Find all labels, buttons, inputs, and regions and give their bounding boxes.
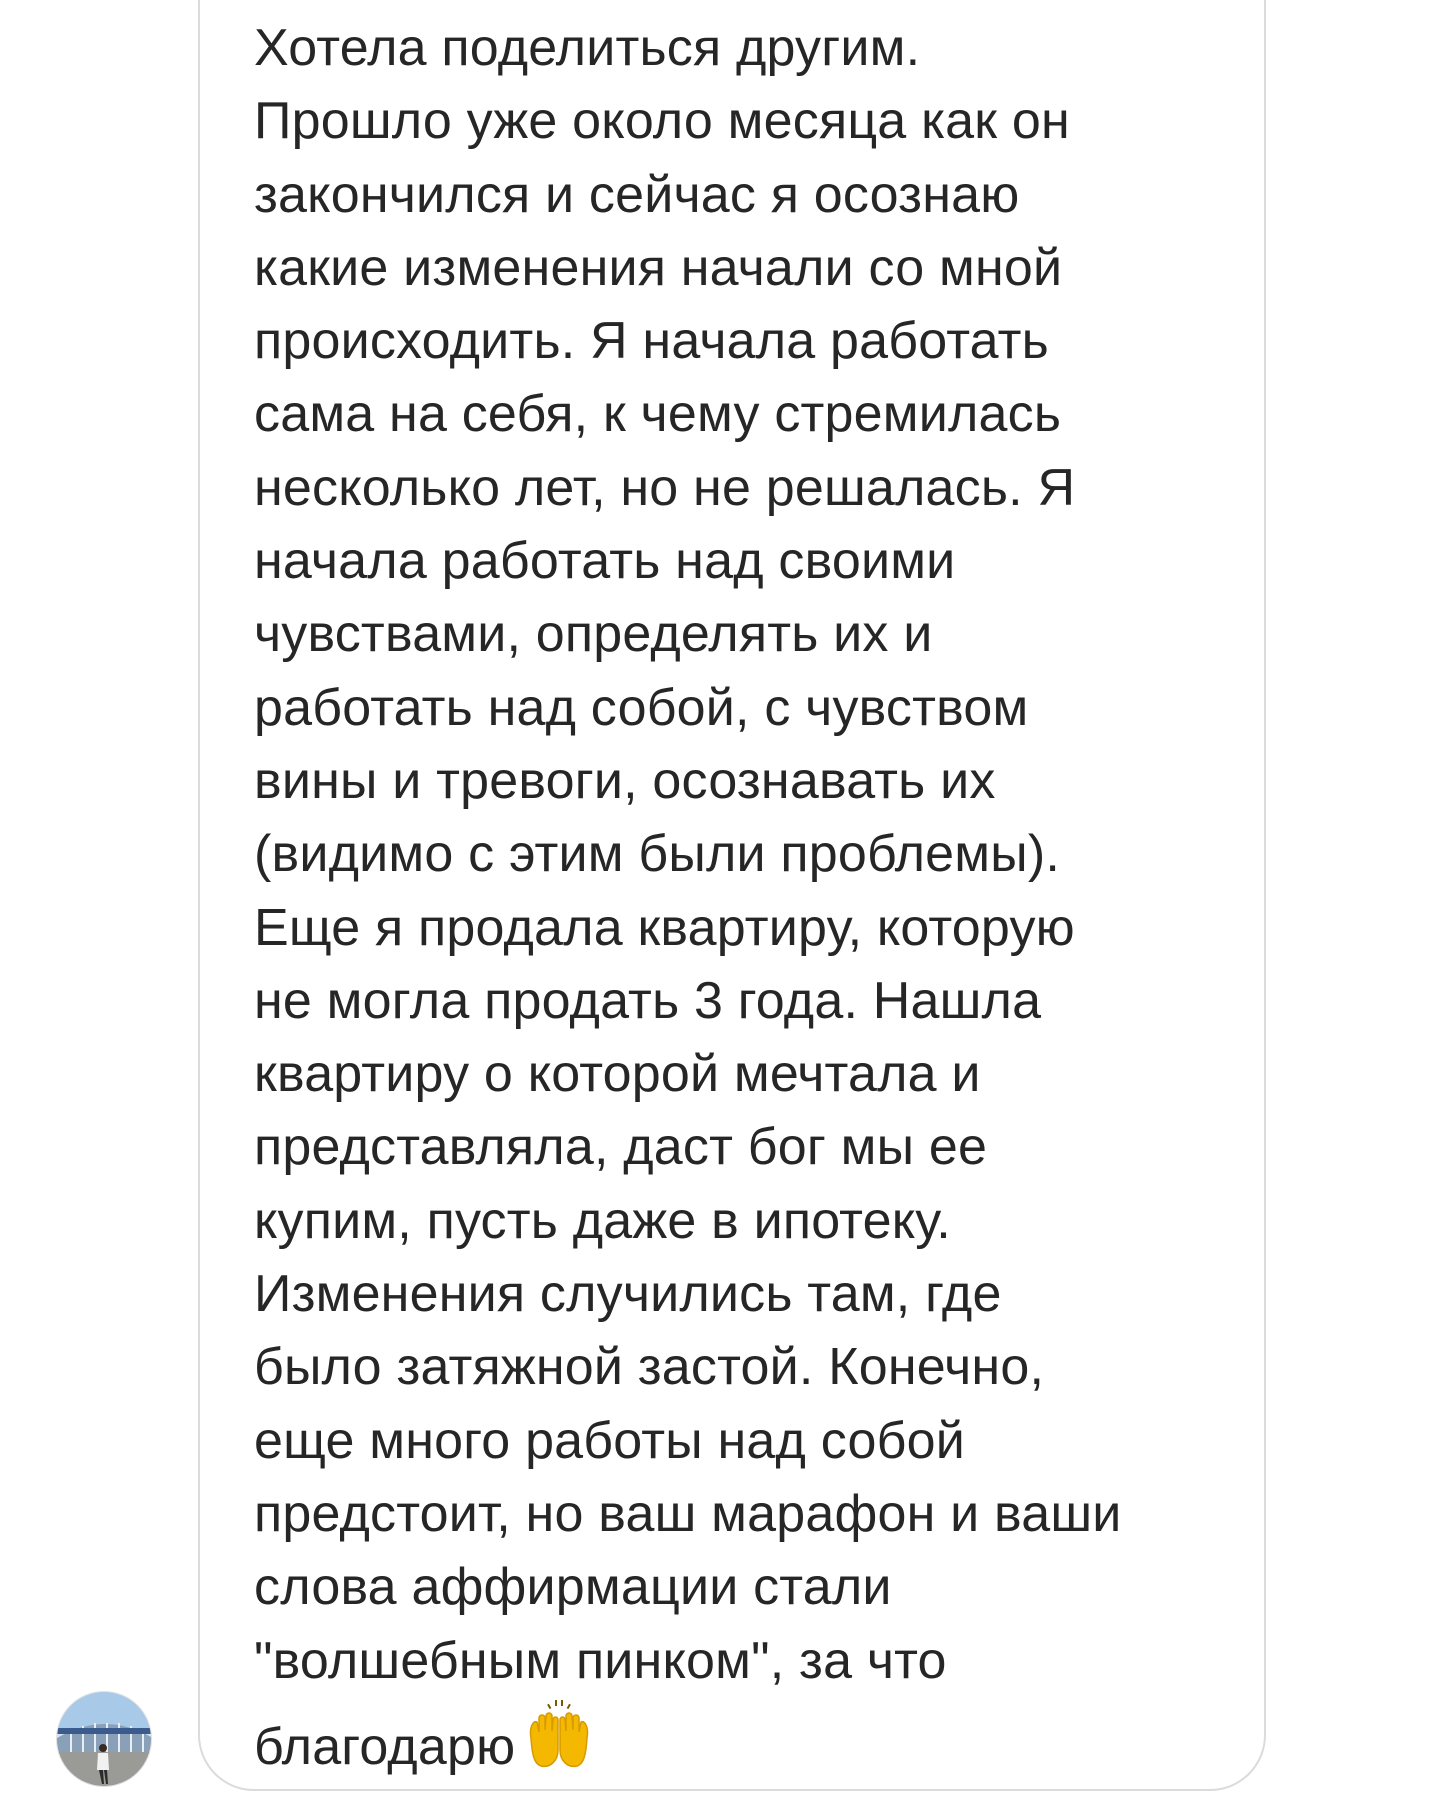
message-line: купим, пусть даже в ипотеку.	[254, 1191, 951, 1250]
message-line: Еще я продала квартиру, которую	[254, 898, 1075, 957]
message-line: начала работать над своими	[254, 532, 956, 591]
message-text	[254, 12, 1254, 1792]
message-line: закончился и сейчас я осознаю	[254, 165, 1020, 224]
message-line: "волшебным пинком", за что	[254, 1631, 947, 1690]
message-line: не могла продать 3 года. Нашла	[254, 971, 1042, 1030]
raising-hands-emoji	[525, 1698, 593, 1792]
message-line-last	[254, 1698, 1254, 1792]
message-line: Изменения случились там, где	[254, 1265, 1002, 1324]
message-line: чувствами, определять их и	[254, 605, 933, 664]
message-line: несколько лет, но не решалась. Я	[254, 458, 1076, 517]
message-line-last-text: благодарю	[254, 1717, 516, 1776]
avatar[interactable]	[56, 1691, 152, 1787]
message-line: работать над собой, с чувством	[254, 678, 1029, 737]
message-line: было затяжной застой. Конечно,	[254, 1338, 1045, 1397]
message-line: еще много работы над собой	[254, 1411, 965, 1470]
message-line: вины и тревоги, осознавать их	[254, 751, 996, 810]
message-line: Прошло уже около месяца как он	[254, 92, 1070, 151]
message-line: происходить. Я начала работать	[254, 312, 1049, 371]
message-line: представляла, даст бог мы ее	[254, 1118, 988, 1177]
message-line: (видимо с этим были проблемы).	[254, 825, 1060, 884]
message-line: предстоит, но ваш марафон и ваши	[254, 1484, 1122, 1543]
message-line: какие изменения начали со мной	[254, 238, 1063, 297]
message-line: слова аффирмации стали	[254, 1558, 892, 1617]
message-line: квартиру о которой мечтала и	[254, 1045, 981, 1104]
message-line: Хотела поделиться другим.	[254, 19, 921, 77]
profile-photo-avatar	[57, 1692, 152, 1787]
message-line: сама на себя, к чему стремилась	[254, 385, 1062, 444]
